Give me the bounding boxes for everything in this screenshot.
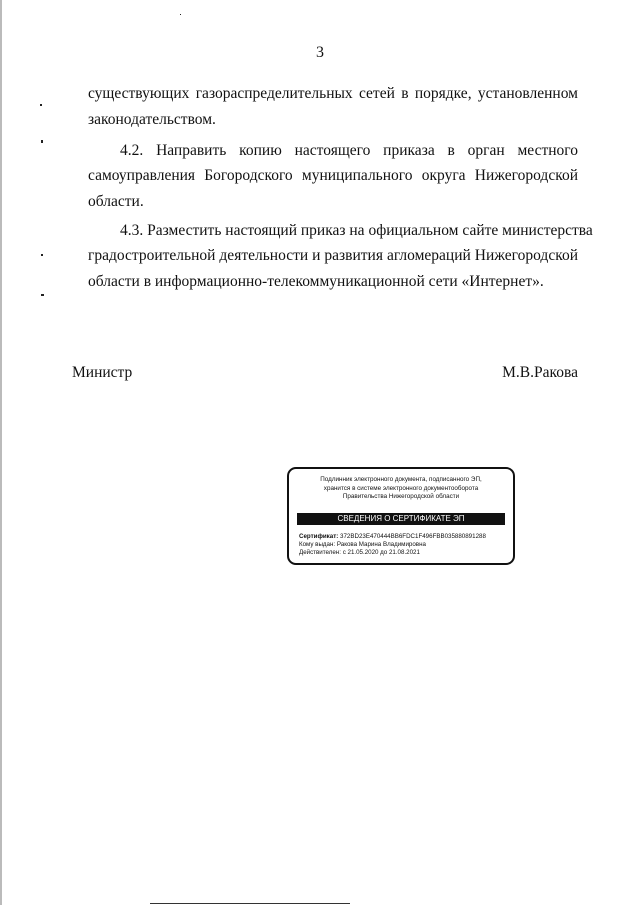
scan-speck — [180, 14, 181, 15]
text-line: области. — [88, 193, 144, 210]
certificate-label: Сертификат: — [299, 533, 339, 540]
signatory-position: Министр — [72, 364, 133, 381]
valid-value: с 21.05.2020 до 21.08.2021 — [342, 549, 420, 556]
valid-row — [299, 549, 507, 557]
scan-speck — [41, 140, 43, 143]
text-line: законодательством. — [88, 111, 216, 128]
e-signature-stamp — [287, 467, 515, 565]
text-line: градостроительной деятельности и развития агломераций Нижегородской — [88, 247, 578, 264]
scan-speck — [40, 104, 42, 106]
text-line: самоуправления Богородского муниципального округа Нижегородской — [88, 167, 578, 184]
stamp-header-line: Правительства Нижегородской области — [342, 493, 460, 500]
stamp-title: СВЕДЕНИЯ О СЕРТИФИКАТЕ ЭП — [297, 513, 505, 525]
text-line: 4.2. Направить копию настоящего приказа в орган местного — [120, 142, 578, 159]
stamp-details — [299, 533, 507, 557]
signatory-name: М.В.Ракова — [502, 364, 578, 381]
text-line: области в информационно-телекоммуникационной сети «Интернет». — [88, 273, 544, 290]
issued-to-row — [299, 541, 507, 549]
scan-speck — [41, 254, 43, 256]
text-line: существующих газораспределительных сетей в порядке, установленном — [88, 85, 578, 102]
issued-to-value: Ракова Марина Владимировна — [336, 541, 426, 548]
issued-to-label: Кому выдан: — [299, 541, 336, 548]
stamp-header — [289, 476, 513, 502]
bottom-rule — [150, 903, 350, 904]
page-number: 3 — [316, 44, 324, 61]
text-line: 4.3. Разместить настоящий приказ на официальном сайте министерства — [120, 222, 593, 239]
signature-block — [72, 364, 578, 382]
scan-speck — [41, 294, 44, 296]
valid-label: Действителен: — [299, 549, 341, 556]
certificate-value: 372BD23E470444BB6FDC1F496FBB035880891288 — [340, 533, 486, 540]
scan-edge — [0, 0, 2, 905]
certificate-row — [299, 533, 507, 541]
stamp-header-line: хранится в системе электронного документооборота — [323, 484, 479, 492]
stamp-header-line: Подлинник электронного документа, подписанного ЭП, — [320, 476, 482, 483]
